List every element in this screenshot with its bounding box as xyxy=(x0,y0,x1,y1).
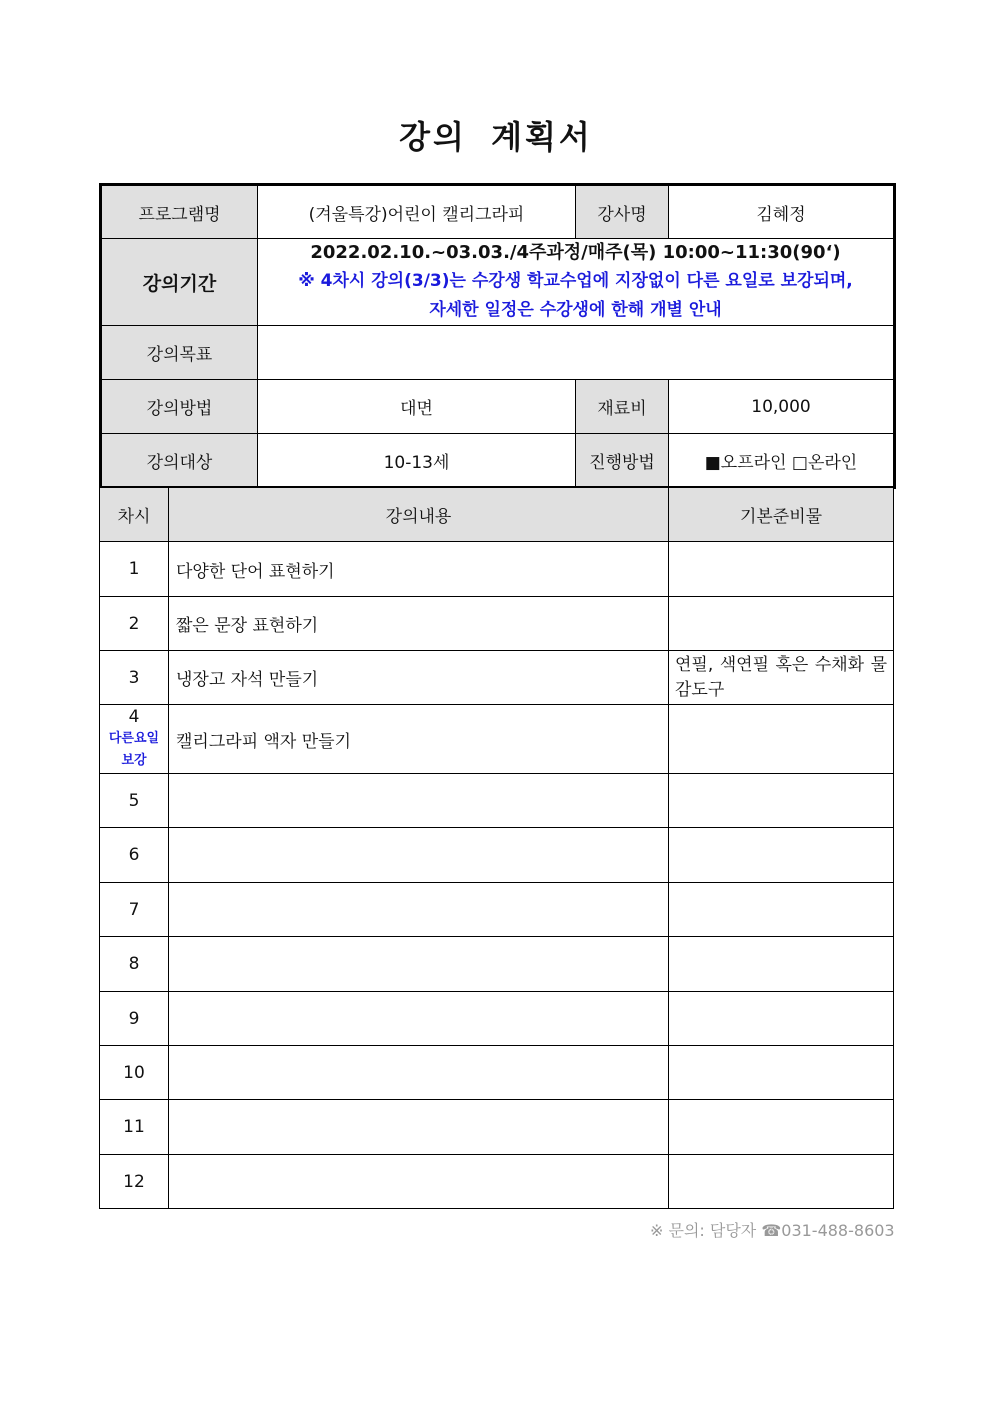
session-content xyxy=(169,1155,669,1209)
table-row xyxy=(100,1155,894,1209)
target-label: 강의대상 xyxy=(101,434,258,488)
session-number: 2 xyxy=(100,597,169,651)
material-fee-label: 재료비 xyxy=(576,380,669,434)
session-number: 10 xyxy=(100,1046,169,1100)
period-cell xyxy=(258,239,895,326)
session-content: 다양한 단어 표현하기 xyxy=(169,542,669,597)
table-row xyxy=(100,1100,894,1155)
schedule-header-row xyxy=(100,488,894,542)
period-row xyxy=(101,239,895,326)
schedule-table xyxy=(99,487,894,1209)
table-row xyxy=(100,1046,894,1100)
session-content: 냉장고 자석 만들기 xyxy=(169,651,669,705)
session-prep xyxy=(669,597,894,651)
goal-value xyxy=(258,326,895,380)
table-row xyxy=(100,542,894,597)
method-value: 대면 xyxy=(258,380,576,434)
mode-label: 진행방법 xyxy=(576,434,669,488)
session-number: 12 xyxy=(100,1155,169,1209)
session-number: 1 xyxy=(100,542,169,597)
session-number: 6 xyxy=(100,828,169,883)
session-prep xyxy=(669,828,894,883)
goal-row xyxy=(101,326,895,380)
session-number: 11 xyxy=(100,1100,169,1155)
table-row xyxy=(100,705,894,774)
session-content: 캘리그라피 액자 만들기 xyxy=(169,705,669,774)
material-fee-value: 10,000 xyxy=(669,380,895,434)
session-prep: 연필, 색연필 혹은 수채화 물감도구 xyxy=(669,651,894,705)
table-row xyxy=(100,774,894,828)
session-prep xyxy=(669,1100,894,1155)
session-number: 4 xyxy=(128,707,140,727)
table-row xyxy=(100,651,894,705)
session-content xyxy=(169,828,669,883)
session-prep xyxy=(669,1046,894,1100)
goal-label: 강의목표 xyxy=(101,326,258,380)
period-label: 강의기간 xyxy=(101,239,258,326)
mode-value: ■오프라인 □온라인 xyxy=(669,434,895,488)
table-row xyxy=(100,937,894,992)
session-prep xyxy=(669,705,894,774)
session-number: 8 xyxy=(100,937,169,992)
content-header: 강의내용 xyxy=(169,488,669,542)
target-value: 10-13세 xyxy=(258,434,576,488)
session-number: 9 xyxy=(100,992,169,1046)
session-prep xyxy=(669,1155,894,1209)
table-row xyxy=(100,597,894,651)
session-content: 짧은 문장 표현하기 xyxy=(169,597,669,651)
session-prep xyxy=(669,992,894,1046)
table-row xyxy=(100,828,894,883)
session-content xyxy=(169,883,669,937)
session-number-cell xyxy=(100,705,169,774)
session-content xyxy=(169,1100,669,1155)
session-content xyxy=(169,937,669,992)
session-content xyxy=(169,774,669,828)
session-prep xyxy=(669,937,894,992)
instructor-value: 김혜정 xyxy=(669,185,895,239)
program-value: (겨울특강)어린이 캘리그라피 xyxy=(258,185,576,239)
program-row xyxy=(101,185,895,239)
contact-footer: ※ 문의: 담당자 ☎031-488-8603 xyxy=(650,1221,895,1240)
session-number: 3 xyxy=(100,651,169,705)
session-content xyxy=(169,1046,669,1100)
instructor-label: 강사명 xyxy=(576,185,669,239)
session-content xyxy=(169,992,669,1046)
program-label: 프로그램명 xyxy=(101,185,258,239)
makeup-note: 다른요일 xyxy=(108,731,160,746)
target-row xyxy=(101,434,895,488)
prep-header: 기본준비물 xyxy=(669,488,894,542)
session-prep xyxy=(669,542,894,597)
table-row xyxy=(100,992,894,1046)
course-info-table xyxy=(99,183,896,489)
makeup-note: 보강 xyxy=(121,753,147,768)
session-header: 차시 xyxy=(100,488,169,542)
session-number: 7 xyxy=(100,883,169,937)
method-label: 강의방법 xyxy=(101,380,258,434)
session-prep xyxy=(669,774,894,828)
period-note-line-1: ※ 4차시 강의(3/3)는 수강생 학교수업에 지장없이 다른 요일로 보강되며, xyxy=(298,271,853,291)
period-value: 2022.02.10.~03.03./4주과정/매주(목) 10:00~11:30(90‘) xyxy=(310,242,841,263)
method-row xyxy=(101,380,895,434)
session-number: 5 xyxy=(100,774,169,828)
period-note-line-2: 자세한 일정은 수강생에 한해 개별 안내 xyxy=(429,300,722,320)
session-prep xyxy=(669,883,894,937)
table-row xyxy=(100,883,894,937)
page-title: 강의 계획서 xyxy=(399,118,593,156)
